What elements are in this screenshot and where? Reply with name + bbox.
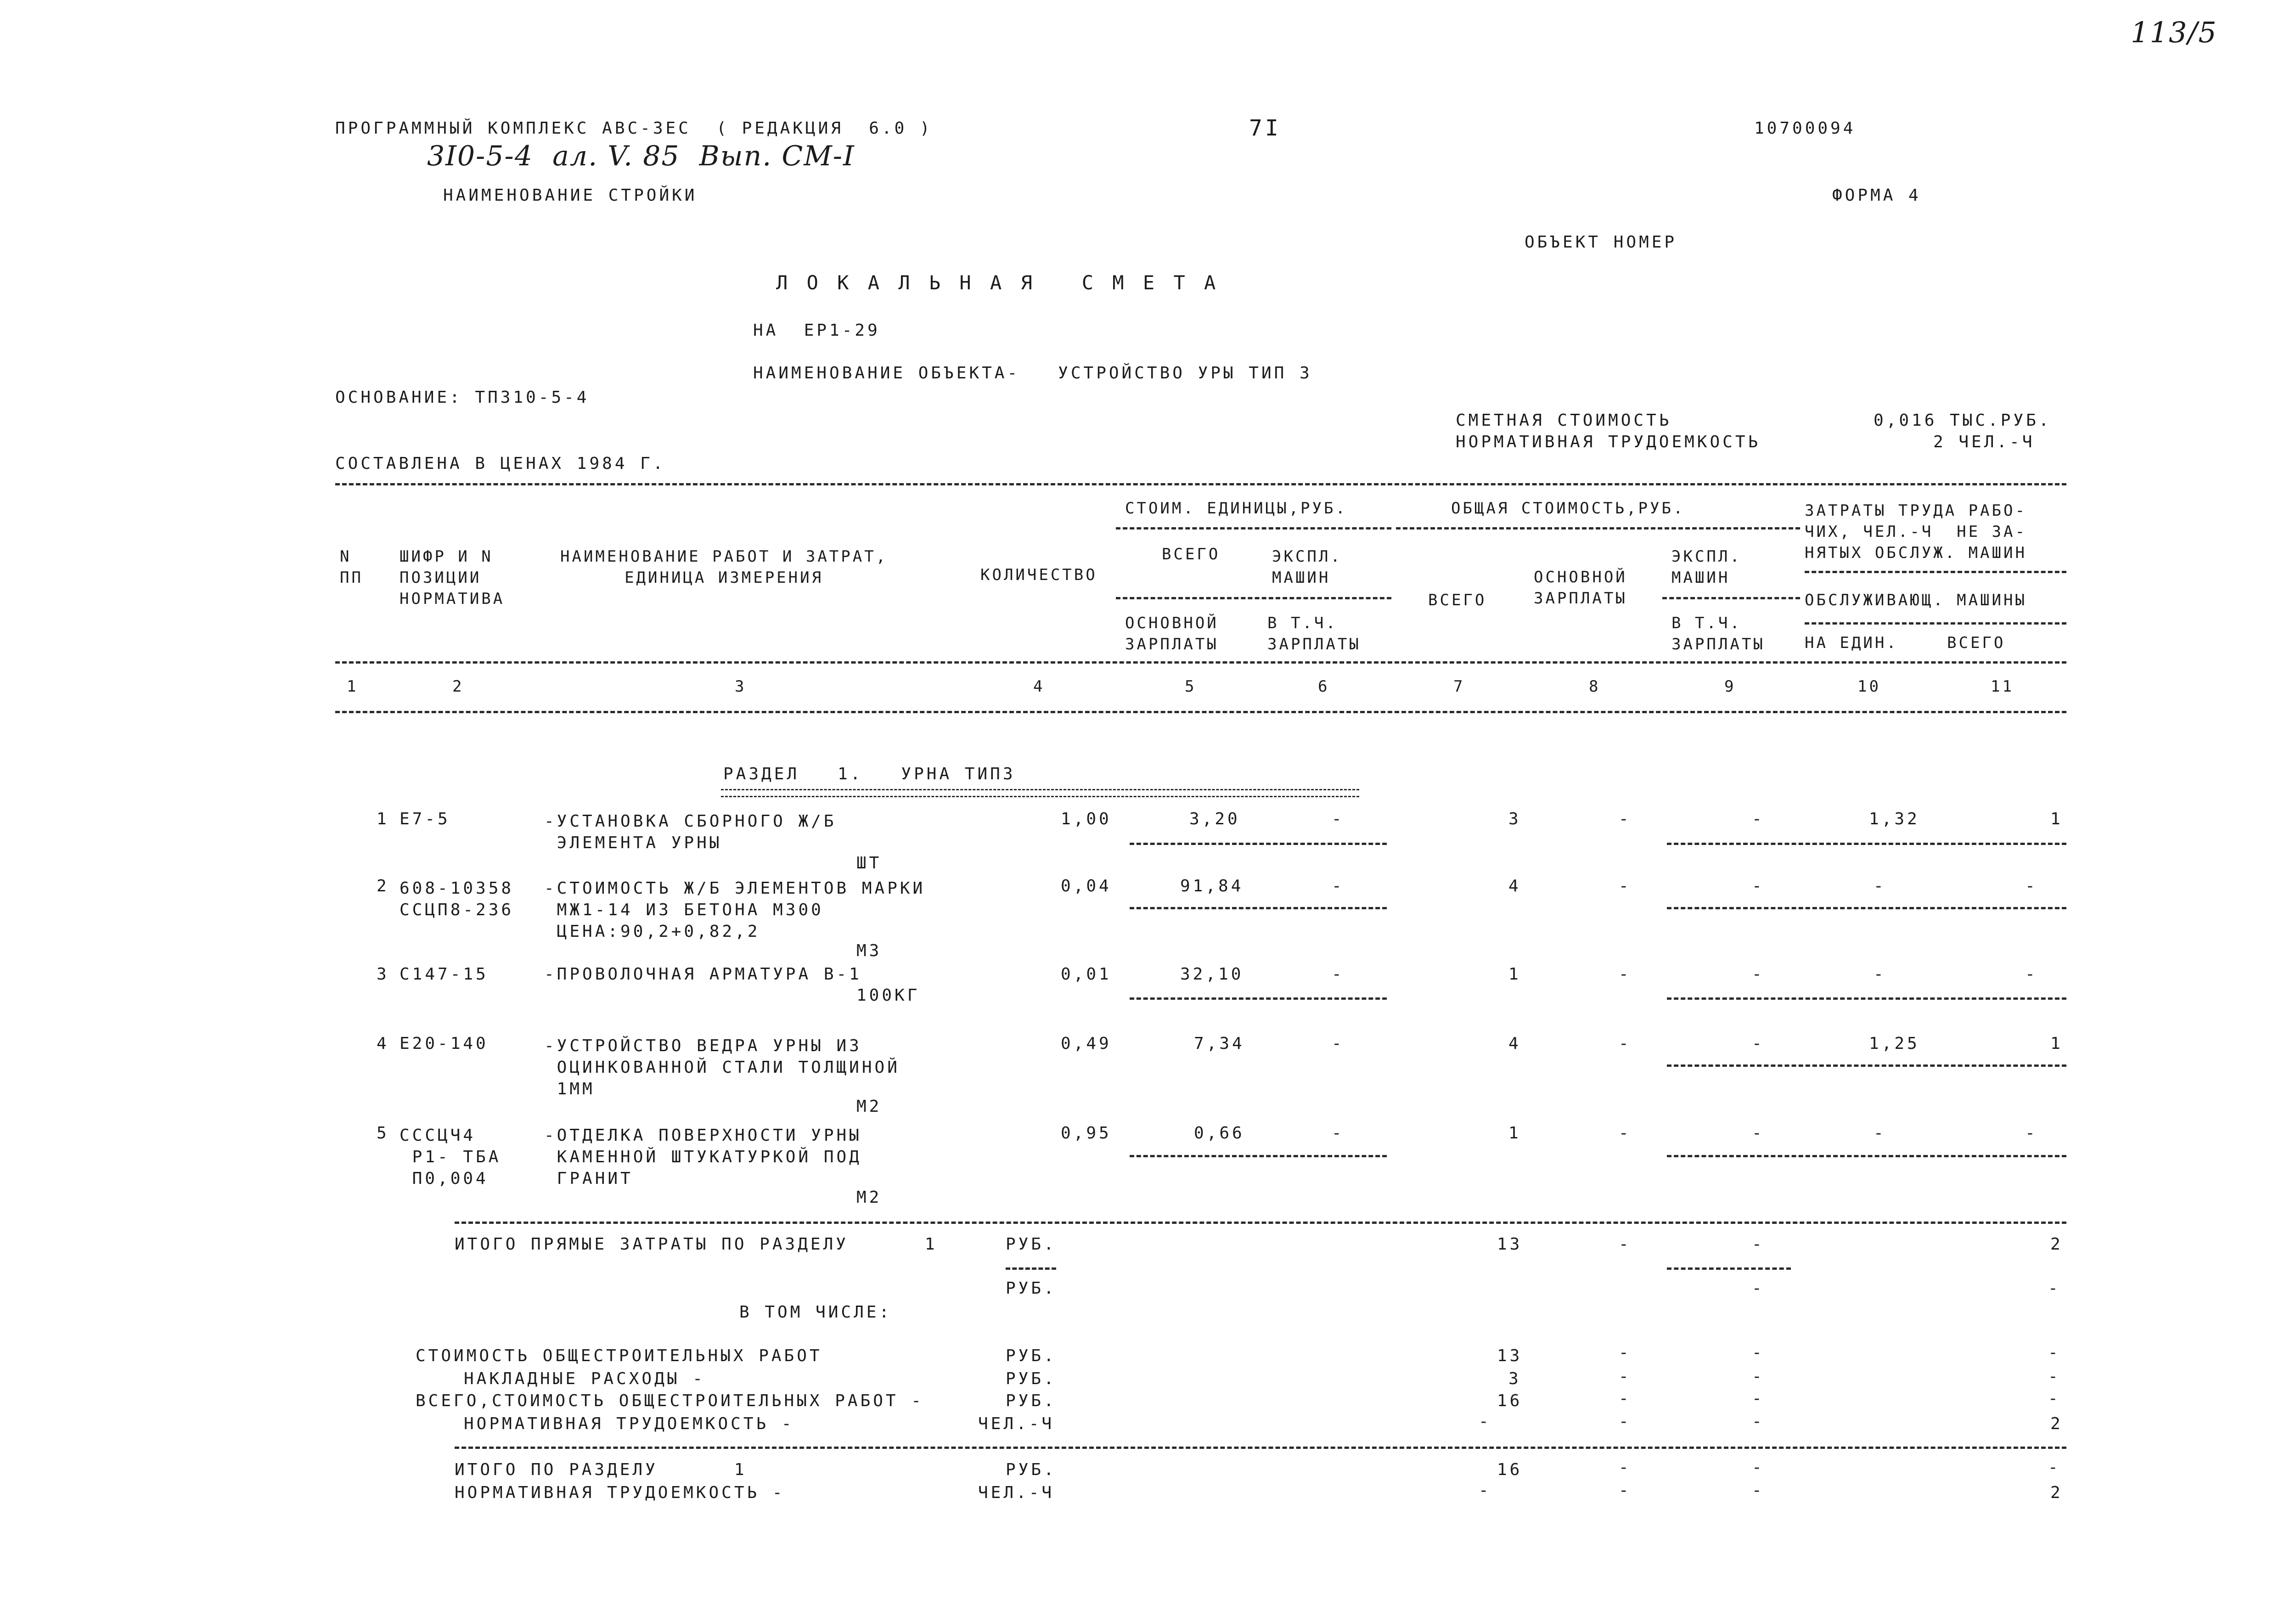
all-general-unit: РУБ.	[1006, 1391, 1057, 1410]
row-5-unit: М2	[856, 1188, 882, 1207]
col-code-header: ШИФР И N ПОЗИЦИИ НОРМАТИВА	[400, 547, 505, 608]
col-num-11: 11	[1991, 677, 2014, 696]
row-4-osn: -	[1619, 1034, 1632, 1053]
cost-value: 0,016 ТЫС.РУБ.	[1874, 411, 2052, 430]
row-3-n: 3	[377, 965, 389, 984]
rule	[1116, 527, 1391, 529]
row-1-n: 1	[377, 810, 389, 828]
section-total-value: 16	[1497, 1460, 1523, 1479]
row-4-labor-total: 1	[2050, 1034, 2063, 1053]
row-3-unit: 100КГ	[856, 986, 920, 1005]
row-1-labor: 1,32	[1869, 810, 1920, 828]
page-number: 7I	[1249, 115, 1281, 141]
software-line: ПРОГРАММНЫЙ КОМПЛЕКС АВС-3ЕС ( РЕДАКЦИЯ 6.0 )	[335, 119, 933, 138]
row-3-total: 1	[1508, 965, 1521, 984]
row-1-unit: ШТ	[856, 854, 882, 873]
col-labor-header: ЗАТРАТЫ ТРУДА РАБО- ЧИХ, ЧЕЛ.-Ч НЕ ЗА- НЯТЫХ ОБСЛУЖ. МАШИН	[1805, 501, 2027, 562]
section-underline	[721, 789, 1359, 797]
rule	[1667, 997, 2066, 1000]
all-general-expl: -	[1752, 1389, 1765, 1408]
rule	[1662, 597, 1800, 599]
section-labor-expl: -	[1752, 1481, 1765, 1500]
handwritten-ref: 3I0-5-4 ал. V. 85 Вып. СМ-I	[427, 140, 855, 172]
row-1-qty: 1,00	[1061, 810, 1112, 828]
prices-year: СОСТАВЛЕНА В ЦЕНАХ 1984 Г.	[335, 454, 666, 473]
unit-osn-header: ОСНОВНОЙ ЗАРПЛАТЫ	[1125, 614, 1219, 653]
col-num-5: 5	[1185, 677, 1197, 696]
row-5-mach: -	[1332, 1124, 1345, 1143]
row-5-expl: -	[1752, 1124, 1765, 1143]
labor-norm-osn: -	[1619, 1412, 1632, 1431]
overhead-labor: -	[2048, 1367, 2061, 1386]
col-num-4: 4	[1033, 677, 1045, 696]
row-2-expl: -	[1752, 877, 1765, 895]
doc-code: 10700094	[1754, 119, 1856, 138]
general-works-unit: РУБ.	[1006, 1346, 1057, 1365]
col-unit-cost-header: СТОИМ. ЕДИНИЦЫ,РУБ.	[1125, 499, 1347, 518]
direct-costs-expl: -	[1752, 1235, 1765, 1254]
rule	[1667, 843, 2066, 845]
rule	[1130, 1155, 1387, 1157]
labor-norm-label: НОРМАТИВНАЯ ТРУДОЕМКОСТЬ -	[464, 1414, 794, 1433]
overhead-osn: -	[1619, 1367, 1632, 1386]
row-5-labor-total: -	[2025, 1124, 2038, 1143]
section-total-osn: -	[1619, 1458, 1632, 1477]
row-1-price: 3,20	[1189, 810, 1240, 828]
general-works-total: 13	[1497, 1346, 1523, 1365]
unit-vsego-header: ВСЕГО	[1162, 545, 1221, 563]
total-osn-header: ОСНОВНОЙ ЗАРПЛАТЫ	[1534, 568, 1627, 608]
section-labor-osn: -	[1619, 1481, 1632, 1500]
service-header: ОБСЛУЖИВАЮЩ. МАШИНЫ	[1805, 591, 2027, 609]
direct-costs-osn: -	[1619, 1235, 1632, 1254]
row-4-n: 4	[377, 1034, 389, 1053]
row-3-labor-total: -	[2025, 965, 2038, 984]
row-1-expl: -	[1752, 810, 1765, 828]
row-3-osn: -	[1619, 965, 1632, 984]
direct-costs-unit: РУБ.	[1006, 1235, 1057, 1254]
row-4-mach: -	[1332, 1034, 1345, 1053]
row-5-labor: -	[1874, 1124, 1886, 1143]
col-num-6: 6	[1318, 677, 1330, 696]
general-works-labor: -	[2048, 1343, 2061, 1362]
row-1-mach: -	[1332, 810, 1345, 828]
section-title: РАЗДЕЛ 1. УРНА ТИП3	[723, 765, 1016, 783]
labor-norm-expl: -	[1752, 1412, 1765, 1431]
basis: ОСНОВАНИЕ: ТП310-5-4	[335, 388, 590, 407]
direct-costs-unit-2: РУБ.	[1006, 1279, 1057, 1298]
col-qty-header: КОЛИЧЕСТВО	[980, 566, 1097, 584]
all-general-osn: -	[1619, 1389, 1632, 1408]
section-total-expl: -	[1752, 1458, 1765, 1477]
direct-costs-labor-2: -	[2048, 1279, 2061, 1298]
row-5-name: -ОТДЕЛКА ПОВЕРХНОСТИ УРНЫ КАМЕННОЙ ШТУКАТУРКОЙ ПОД ГРАНИТ	[544, 1126, 862, 1188]
section-labor-label: НОРМАТИВНАЯ ТРУДОЕМКОСТЬ -	[455, 1483, 785, 1502]
numbers-bottom-rule	[335, 711, 2066, 713]
row-1-name: -УСТАНОВКА СБОРНОГО Ж/Б ЭЛЕМЕНТА УРНЫ	[544, 812, 837, 852]
row-5-price: 0,66	[1194, 1124, 1245, 1143]
cost-label: СМЕТНАЯ СТОИМОСТЬ	[1456, 411, 1672, 430]
row-3-qty: 0,01	[1061, 965, 1112, 984]
overhead-label: НАКЛАДНЫЕ РАСХОДЫ -	[464, 1369, 705, 1388]
general-works-osn: -	[1619, 1343, 1632, 1362]
rule	[1667, 1064, 2066, 1067]
row-2-price: 91,84	[1180, 877, 1244, 895]
table-top-rule	[335, 483, 2066, 485]
col-num-8: 8	[1589, 677, 1601, 696]
row-4-expl: -	[1752, 1034, 1765, 1053]
row-2-n: 2	[377, 877, 389, 895]
labor-norm-total-col: -	[1479, 1412, 1491, 1431]
labor-norm-total: 2	[2050, 1414, 2063, 1433]
rule	[1130, 907, 1387, 909]
direct-costs-label: ИТОГО ПРЯМЫЕ ЗАТРАТЫ ПО РАЗДЕЛУ 1	[455, 1235, 938, 1254]
rule	[1130, 843, 1387, 845]
overhead-total: 3	[1508, 1369, 1521, 1388]
col-num-9: 9	[1724, 677, 1736, 696]
row-3-expl: -	[1752, 965, 1765, 984]
rule	[1805, 622, 2066, 625]
rule	[1116, 597, 1391, 599]
unit-expl-header: ЭКСПЛ. МАШИН	[1272, 547, 1342, 587]
header-bottom-rule	[335, 661, 2066, 664]
direct-costs-expl-2: -	[1752, 1279, 1765, 1298]
row-2-mach: -	[1332, 877, 1345, 895]
row-4-unit: М2	[856, 1097, 882, 1116]
build-name-label: НАИМЕНОВАНИЕ СТРОЙКИ	[443, 186, 698, 205]
estimate-on: НА ЕР1-29	[753, 321, 880, 340]
unit-vt-header: В Т.Ч. ЗАРПЛАТЫ	[1267, 614, 1361, 653]
total-all-header: ВСЕГО	[1947, 634, 2006, 652]
row-5-code: СССЦЧ4 Р1- ТБА П0,004	[400, 1126, 501, 1188]
section-total-rule	[455, 1447, 2066, 1449]
col-num-7: 7	[1453, 677, 1465, 696]
row-2-code: 608-10358 ССЦП8-236	[400, 879, 514, 919]
col-num-1: 1	[347, 677, 359, 696]
all-general-labor: -	[2048, 1389, 2061, 1408]
section-labor-total-col: -	[1479, 1481, 1491, 1500]
labor-norm-unit: ЧЕЛ.-Ч	[978, 1414, 1055, 1433]
section-labor-unit: ЧЕЛ.-Ч	[978, 1483, 1055, 1502]
rule	[1667, 1267, 1791, 1270]
all-general-total: 16	[1497, 1391, 1523, 1410]
row-3-mach: -	[1332, 965, 1345, 984]
row-1-osn: -	[1619, 810, 1632, 828]
total-vt-header: В Т.Ч. ЗАРПЛАТЫ	[1671, 614, 1765, 653]
rule	[1130, 997, 1387, 1000]
direct-costs-total: 13	[1497, 1235, 1523, 1254]
labor-label: НОРМАТИВНАЯ ТРУДОЕМКОСТЬ	[1456, 433, 1761, 451]
rule	[1667, 907, 2066, 909]
per-unit-header: НА ЕДИН.	[1805, 634, 1898, 652]
corner-note: 113/5	[2131, 16, 2217, 49]
col-total-cost-header: ОБЩАЯ СТОИМОСТЬ,РУБ.	[1451, 499, 1685, 518]
object-name: НАИМЕНОВАНИЕ ОБЪЕКТА- УСТРОЙСТВО УРЫ ТИП 3	[753, 364, 1312, 383]
row-4-name: -УСТРОЙСТВО ВЕДРА УРНЫ ИЗ ОЦИНКОВАННОЙ СТАЛИ ТОЛЩИНОЙ 1ММ	[544, 1036, 900, 1098]
row-4-price: 7,34	[1194, 1034, 1245, 1053]
general-works-expl: -	[1752, 1343, 1765, 1362]
col-num-2: 2	[452, 677, 464, 696]
row-1-total: 3	[1508, 810, 1521, 828]
col-num-10: 10	[1857, 677, 1881, 696]
row-5-n: 5	[377, 1124, 389, 1143]
rule	[1667, 1155, 2066, 1157]
including-label: В ТОМ ЧИСЛЕ:	[739, 1303, 892, 1322]
row-1-labor-total: 1	[2050, 810, 2063, 828]
col-num-3: 3	[735, 677, 747, 696]
rule	[1396, 527, 1800, 529]
row-2-labor: -	[1874, 877, 1886, 895]
row-5-total: 1	[1508, 1124, 1521, 1143]
rule	[1006, 1267, 1056, 1270]
direct-costs-labor: 2	[2050, 1235, 2063, 1254]
row-3-name: -ПРОВОЛОЧНАЯ АРМАТУРА В-1	[544, 965, 862, 984]
row-3-labor: -	[1874, 965, 1886, 984]
row-2-name: -СТОИМОСТЬ Ж/Б ЭЛЕМЕНТОВ МАРКИ МЖ1-14 ИЗ БЕТОНА М300 ЦЕНА:90,2+0,82,2	[544, 879, 926, 941]
row-4-labor: 1,25	[1869, 1034, 1920, 1053]
row-4-qty: 0,49	[1061, 1034, 1112, 1053]
object-number: ОБЪЕКТ НОМЕР	[1525, 233, 1677, 252]
row-5-qty: 0,95	[1061, 1124, 1112, 1143]
all-general-label: ВСЕГО,СТОИМОСТЬ ОБЩЕСТРОИТЕЛЬНЫХ РАБОТ -	[416, 1391, 924, 1410]
total-vsego-header: ВСЕГО	[1428, 591, 1487, 609]
section-total-label: ИТОГО ПО РАЗДЕЛУ 1	[455, 1460, 747, 1479]
row-4-code: Е20-140	[400, 1034, 489, 1053]
col-name-header: НАИМЕНОВАНИЕ РАБОТ И ЗАТРАТ, ЕДИНИЦА ИЗМЕРЕНИЯ	[560, 547, 888, 587]
totals-top-rule	[455, 1222, 2066, 1224]
total-expl-header: ЭКСПЛ. МАШИН	[1671, 547, 1742, 587]
labor-value: 2 ЧЕЛ.-Ч	[1933, 433, 2035, 451]
section-labor-total: 2	[2050, 1483, 2063, 1502]
col-n-header: N ПП	[340, 547, 363, 587]
section-total-unit: РУБ.	[1006, 1460, 1057, 1479]
document-title: Л О К А Л Ь Н А Я С М Е Т А	[776, 271, 1220, 294]
row-2-labor-total: -	[2025, 877, 2038, 895]
overhead-unit: РУБ.	[1006, 1369, 1057, 1388]
row-2-unit: М3	[856, 941, 882, 960]
row-1-code: Е7-5	[400, 810, 450, 828]
row-2-total: 4	[1508, 877, 1521, 895]
row-2-osn: -	[1619, 877, 1632, 895]
rule	[1805, 571, 2066, 573]
row-4-total: 4	[1508, 1034, 1521, 1053]
row-5-osn: -	[1619, 1124, 1632, 1143]
overhead-expl: -	[1752, 1367, 1765, 1386]
row-3-code: С147-15	[400, 965, 489, 984]
general-works-label: СТОИМОСТЬ ОБЩЕСТРОИТЕЛЬНЫХ РАБОТ	[416, 1346, 822, 1365]
row-3-price: 32,10	[1180, 965, 1244, 984]
form-label: ФОРМА 4	[1832, 186, 1921, 205]
section-total-labor-col: -	[2048, 1458, 2061, 1477]
row-2-qty: 0,04	[1061, 877, 1112, 895]
